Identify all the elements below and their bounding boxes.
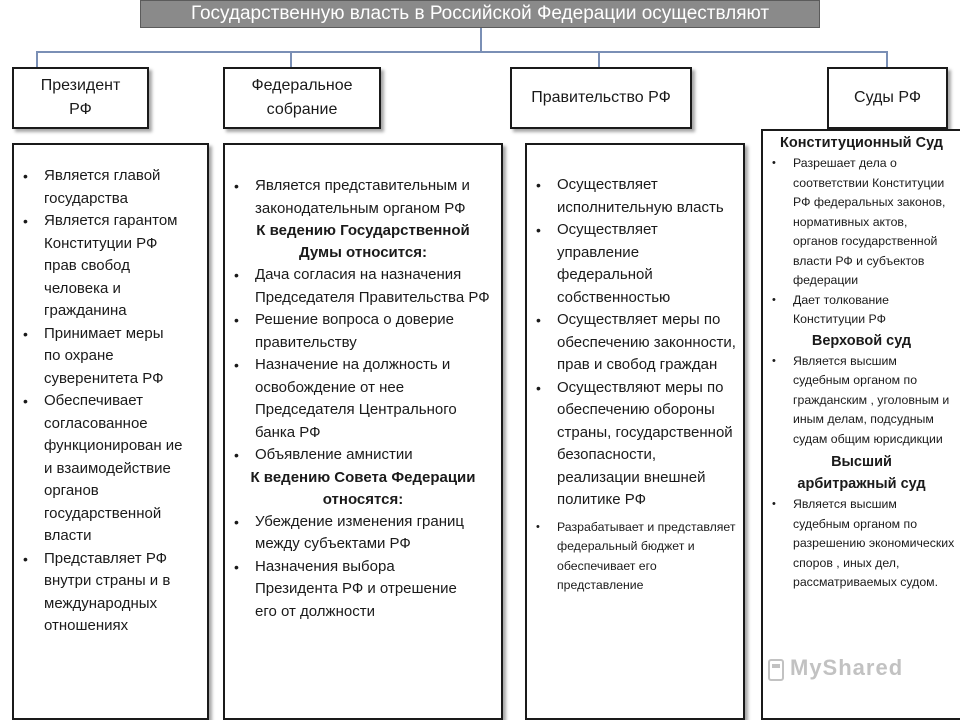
arbitration-court-heading: Высший арбитражный суд: [797, 454, 926, 492]
list-item: • Является высшим судебным органом по разрешению экономических споров , иных дел, рассматриваемых судом.: [763, 495, 955, 593]
constitutional-court-list: [763, 154, 955, 330]
list-item: • Является представительным и законодательным органом РФ: [225, 175, 497, 220]
supreme-court-heading: Верховой суд: [811, 332, 912, 349]
president-panel: [12, 143, 209, 720]
connector-courts: [886, 51, 888, 68]
list-item: • Назначения выбора Президента РФ и отрешение его от должности: [225, 556, 475, 624]
list-item: • Осуществляет меры по обеспечению законности, прав и свобод граждан: [527, 309, 737, 377]
page-title: Государственную власть в Российской Федерации осуществляют: [140, 0, 820, 28]
government-header-label: Правительство РФ: [531, 89, 671, 106]
list-item: • Решение вопроса о доверие правительству: [225, 309, 497, 354]
council-heading: К ведению Совета Федерации относятся:: [250, 468, 476, 508]
list-item: • Дача согласия на назначения Председателя Правительства РФ: [225, 264, 497, 309]
government-small-list: [527, 518, 737, 596]
watermark-logo-icon: [768, 658, 784, 682]
arbitration-court-list: [763, 495, 955, 593]
list-item: • Принимает меры по охране суверенитета РФ: [14, 323, 184, 391]
list-item: • Разрешает дела о соответствии Конституции РФ федеральных законов, нормативных актов, органов государственной власти РФ и субъектов федерации: [763, 154, 955, 291]
courts-header: [827, 67, 948, 129]
assembly-header-label: Федеральное собрание: [251, 77, 353, 118]
list-item: • Представляет РФ внутри страны и в международных отношениях: [14, 548, 184, 638]
government-header: [510, 67, 692, 129]
courts-header-label: Суды РФ: [854, 89, 921, 106]
supreme-court-list: [763, 352, 955, 450]
government-panel: [525, 143, 745, 720]
list-item: • Объявление амнистии: [225, 444, 497, 467]
courts-panel: [761, 129, 960, 720]
president-header-label: Президент РФ: [40, 77, 121, 118]
list-item: • Разрабатывает и представляет федеральный бюджет и обеспечивает его представление: [527, 518, 737, 596]
president-list: [14, 165, 184, 638]
list-item: • Обеспечивает согласованное функционирован ие и взаимодействие органов государственной власти: [14, 390, 184, 548]
list-item: • Осуществляют меры по обеспечению обороны страны, государственной безопасности, реализации внешней политике РФ: [527, 377, 737, 512]
list-item: • Является главой государства: [14, 165, 184, 210]
government-list: [527, 174, 737, 512]
connector-president: [36, 51, 38, 68]
list-item: • Является высшим судебным органом по гражданским , уголовным и иным делам, подсудным судам общим юрисдикции: [763, 352, 955, 450]
connector-assembly: [290, 51, 292, 68]
list-item: • Дает толкование Конституции РФ: [763, 291, 955, 330]
list-item: • Является гарантом Конституции РФ прав свобод человека и гражданина: [14, 210, 184, 323]
president-header: [12, 67, 149, 129]
list-item: • Осуществляет управление федеральной собственностью: [527, 219, 737, 309]
assembly-intro-list: [225, 175, 497, 220]
connector-government: [598, 51, 600, 68]
watermark: MyShared: [790, 655, 904, 680]
list-item: • Убеждение изменения границ между субъектами РФ: [225, 511, 475, 556]
duma-list: [225, 264, 497, 467]
constitutional-court-heading: Конституционный Суд: [780, 135, 943, 151]
council-list: [225, 511, 475, 624]
connector-horizontal: [36, 51, 888, 53]
connector-trunk: [480, 28, 482, 52]
list-item: • Назначение на должность и освобождение от нее Председателя Центрального банка РФ: [225, 354, 497, 444]
duma-heading: К ведению Государственной Думы относится:: [256, 222, 470, 261]
assembly-panel: [223, 143, 503, 720]
assembly-header: [223, 67, 381, 129]
list-item: • Осуществляет исполнительную власть: [527, 174, 737, 219]
